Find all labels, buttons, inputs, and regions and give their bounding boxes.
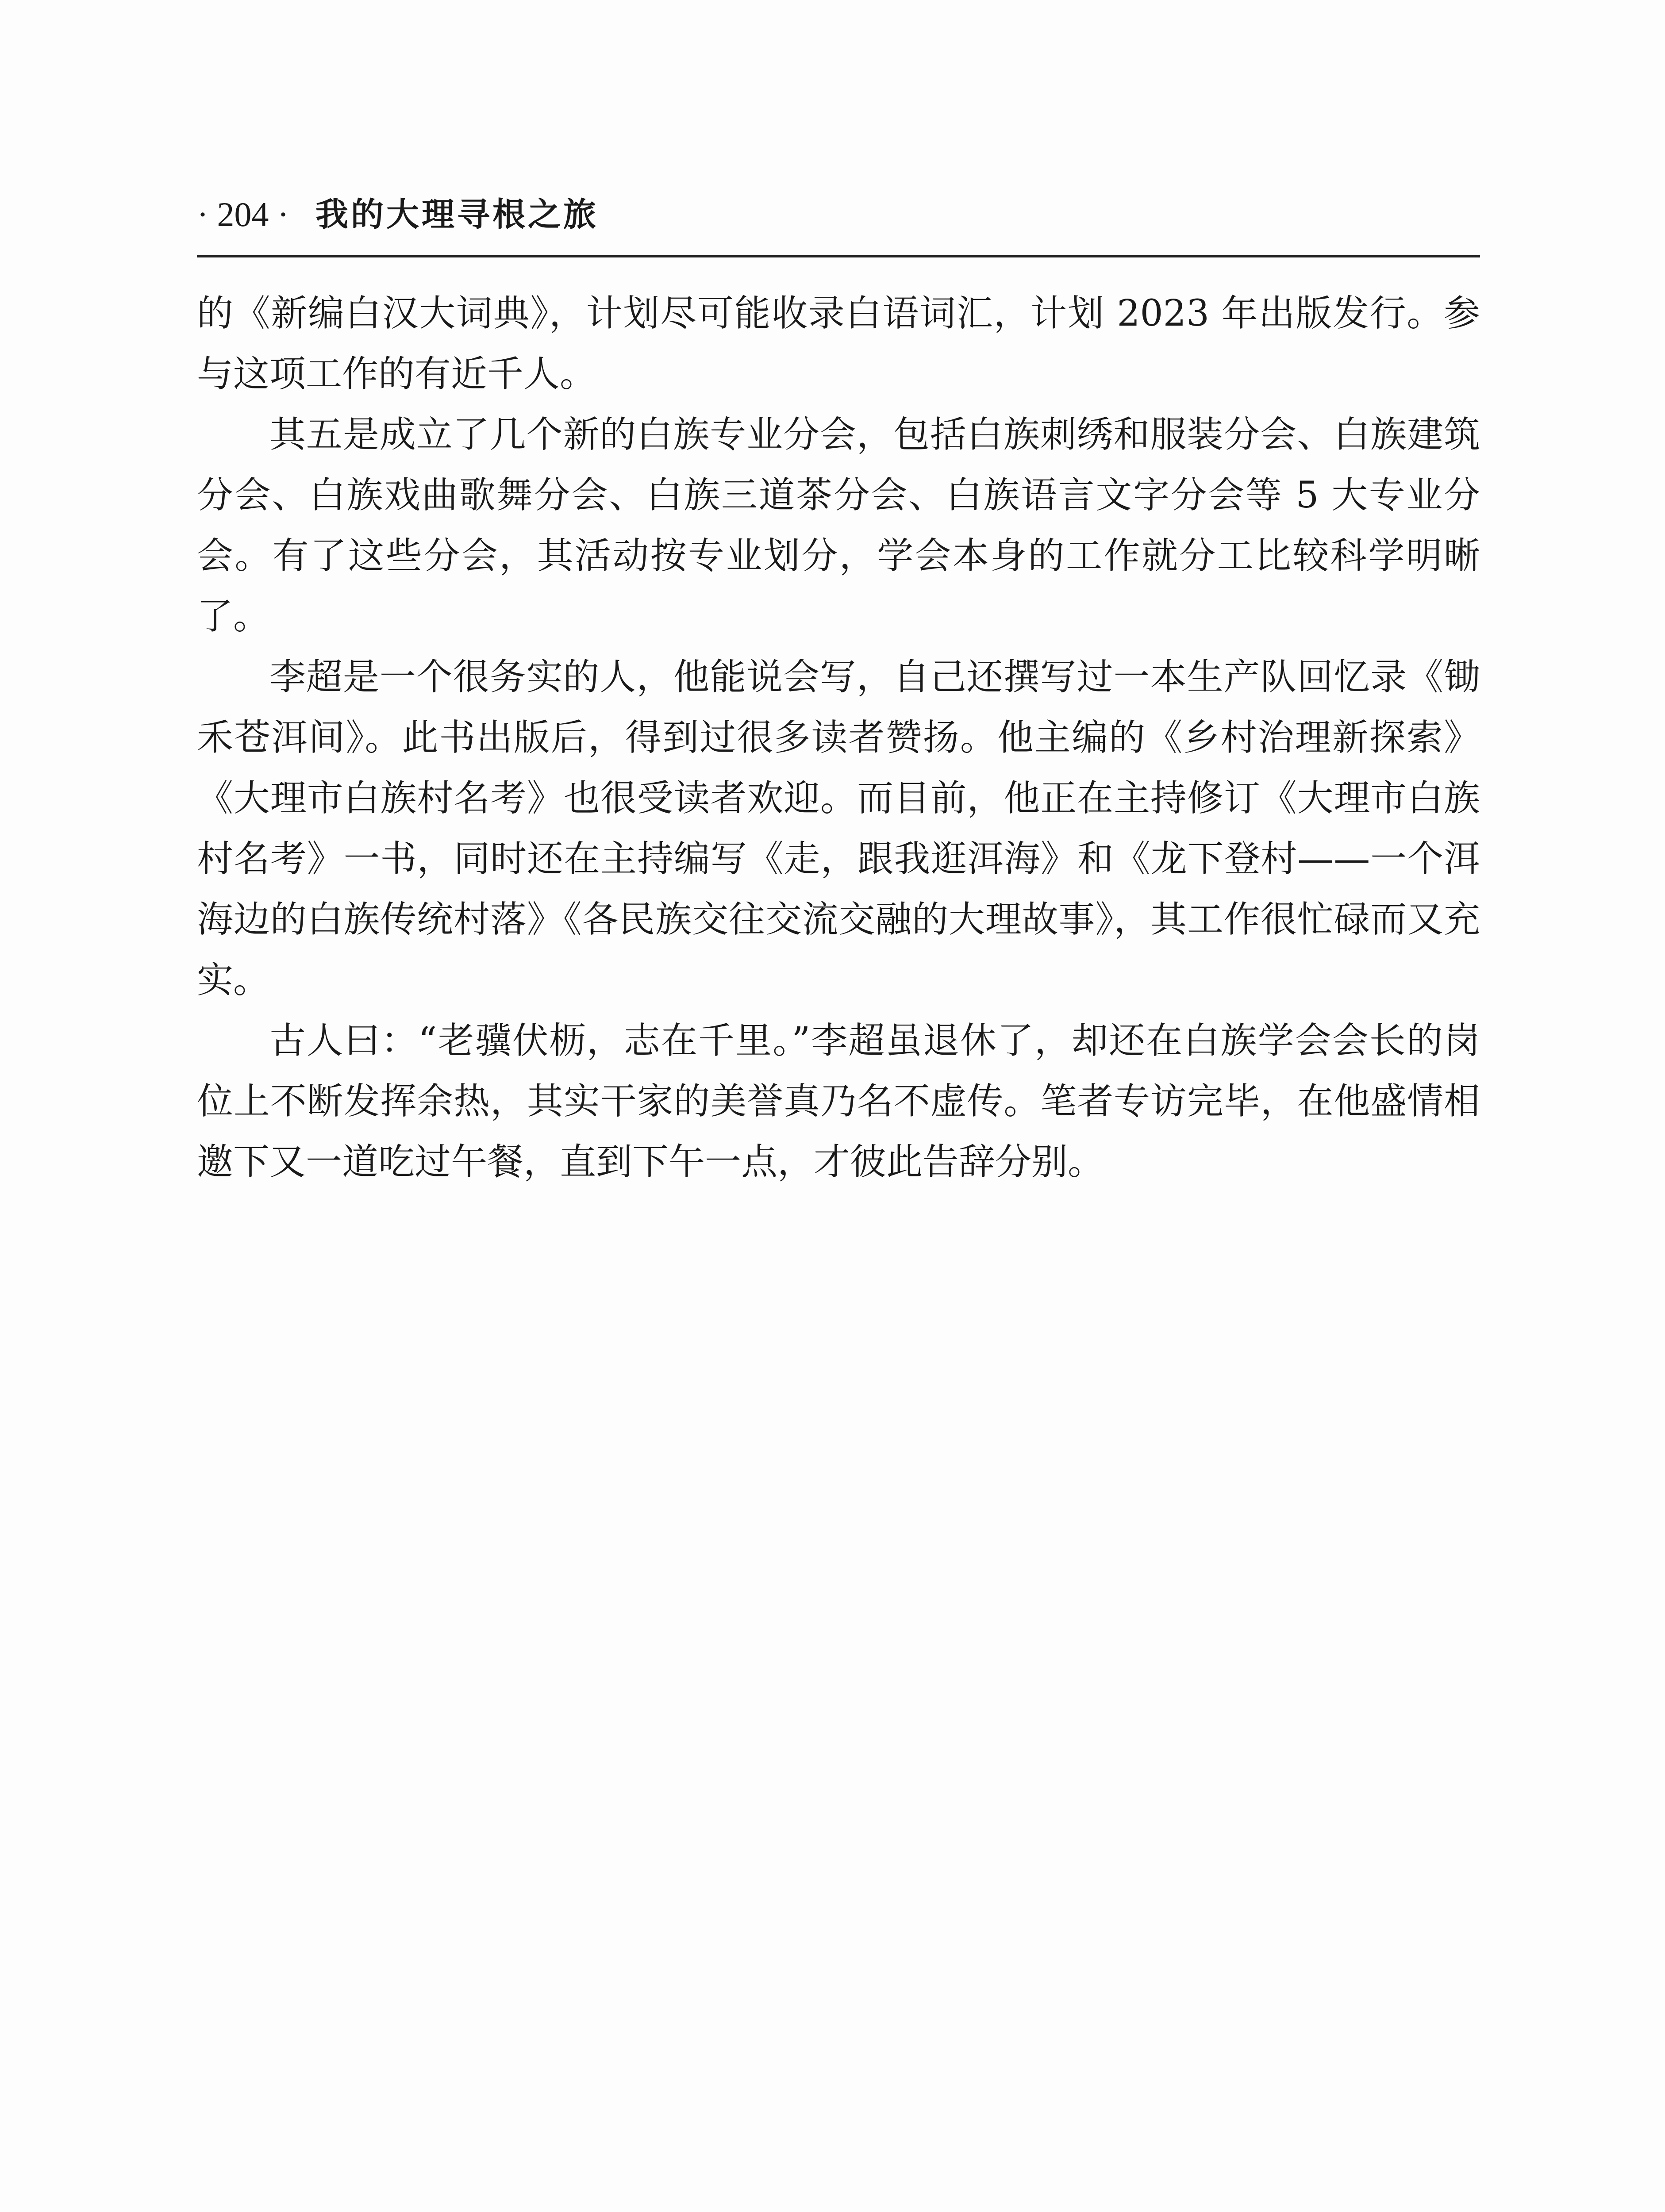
header-divider [197, 255, 1480, 257]
book-title: 我的大理寻根之旅 [315, 196, 599, 234]
paragraph: 古人曰：“老骥伏枥，志在千里。”李超虽退休了，却还在白族学会会长的岗位上不断发挥余热，其实干家的美誉真乃名不虚传。笔者专访完毕，在他盛情相邀下又一道吃过午餐，直到下午一点，才彼此告辞分别。 [197, 1020, 1480, 1183]
paragraph: 其五是成立了几个新的白族专业分会，包括白族刺绣和服装分会、白族建筑分会、白族戏曲歌舞分会、白族三道茶分会、白族语言文字分会等 5 大专业分会。有了这些分会，其活动按专业划分，学会本身的工作就分工比较科学明晰了。 [197, 414, 1480, 637]
running-header [197, 190, 1480, 239]
paragraph-continued: 的《新编白汉大词典》，计划尽可能收录白语词汇，计划 2023 年出版发行。参与这项工作的有近千人。 [197, 292, 1480, 395]
body-text [197, 283, 1480, 1192]
page-number: · 204 · [197, 195, 289, 234]
paragraph: 李超是一个很务实的人，他能说会写，自己还撰写过一本生产队回忆录《锄禾苍洱间》。此书出版后，得到过很多读者赞扬。他主编的《乡村治理新探索》《大理市白族村名考》也很受读者欢迎。而目前，他正在主持修订《大理市白族村名考》一书，同时还在主持编写《走，跟我逛洱海》和《龙下登村——一个洱海边的白族传统村落》《各民族交往交流交融的大理故事》，其工作很忙碌而又充实。 [197, 656, 1480, 1001]
